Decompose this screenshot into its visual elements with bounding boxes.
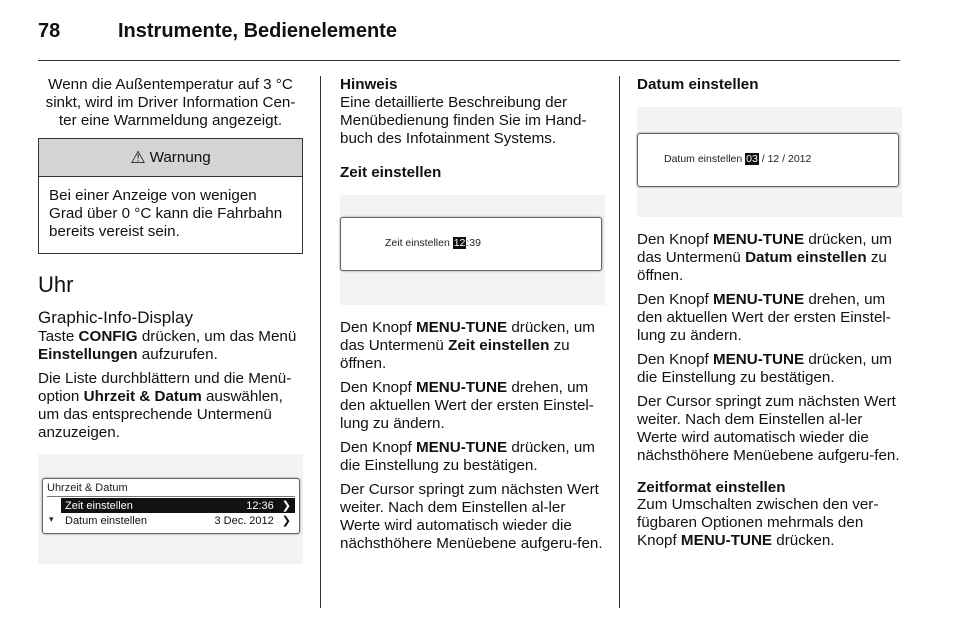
warning-triangle-icon: ⚠ [130,147,146,167]
warning-box [38,138,303,254]
column-3 [637,76,902,556]
column-divider-2 [619,76,620,608]
column-2 [340,76,605,559]
time-step-2: Den Knopf MENU-TUNE drehen, um den aktuellen Wert der ersten Einstel-lung zu ändern. [340,379,594,432]
scroll-down-icon: ▾ [49,514,54,524]
time-step-4: Der Cursor springt zum nächsten Wert weiter. Nach dem Einstellen al-ler Werte wird automatisch wieder die nächsthöhere Menüebene aufgeru-fen. [340,481,603,552]
menu-title-rule [47,496,295,497]
section-title: Uhr [38,272,74,297]
time-cursor: 12 [453,237,466,249]
config-paragraph: Taste CONFIG drücken, um das Menü Einstellungen aufzurufen. [38,328,297,363]
date-cursor: 03 [746,153,758,165]
date-display-screen [637,133,899,187]
warning-title: Warnung [149,149,211,166]
timeformat-heading: Zeitformat einstellen [637,479,786,496]
warning-text: Bei einer Anzeige von wenigen Grad über 0 °C kann die Fahrbahn bereits vereist sein. [49,187,283,240]
menu-row-value: 3 Dec. 2012 ❯ [214,515,291,527]
subsection-title: Graphic-Info-Display [38,308,193,327]
clock-menu-figure [38,454,303,564]
page-header [38,20,397,43]
chevron-right-icon: ❯ [281,515,291,527]
intro-paragraph: Wenn die Außentemperatur auf 3 °C sinkt, wird im Driver Information Cen-ter eine Warnmeldung angezeigt. [45,76,296,129]
note-text: Eine detaillierte Beschreibung der Menübedienung finden Sie im Hand-buch des Infotainment Systems. [340,94,587,147]
timeformat-paragraph: Zum Umschalten zwischen den ver-fügbaren Optionen mehrmals den Knopf MENU-TUNE drücken. [637,496,879,549]
page-title: Instrumente, Bedienelemente [118,20,397,42]
chevron-right-icon: ❯ [281,500,291,512]
date-display-figure [637,107,902,217]
page-number: 78 [38,20,61,42]
menu-row-label: Zeit einstellen [65,499,133,512]
warning-header [39,139,302,177]
menu-row-value: 12:36 ❯ [246,500,291,512]
time-display-screen [340,217,602,271]
date-display-text: Datum einstellen 03 / 12 / 2012 [664,153,812,165]
note-paragraph [340,76,605,148]
time-step-3: Den Knopf MENU-TUNE drücken, um die Einstellung zu bestätigen. [340,439,595,474]
date-step-1: Den Knopf MENU-TUNE drücken, um das Untermenü Datum einstellen zu öffnen. [637,231,892,284]
date-step-3: Den Knopf MENU-TUNE drücken, um die Einstellung zu bestätigen. [637,351,892,386]
menu-row-zeit-einstellen[interactable] [61,498,295,513]
menu-row-datum-einstellen[interactable] [61,513,295,528]
warning-body [39,177,302,253]
header-rule [38,60,900,61]
time-step-1: Den Knopf MENU-TUNE drücken, um das Untermenü Zeit einstellen zu öffnen. [340,319,595,372]
date-heading: Datum einstellen [637,76,759,93]
time-display-figure [340,195,605,305]
time-display-text: Zeit einstellen 12:39 [385,237,481,249]
menu-title: Uhrzeit & Datum [47,482,128,494]
date-step-2: Den Knopf MENU-TUNE drehen, um den aktuellen Wert der ersten Einstel-lung zu ändern. [637,291,891,344]
column-1 [38,76,303,564]
date-step-4: Der Cursor springt zum nächsten Wert weiter. Nach dem Einstellen al-ler Werte wird automatisch wieder die nächsthöhere Menüebene aufgeru-fen. [637,393,900,464]
clock-menu-screen [42,478,300,534]
note-title: Hinweis [340,76,398,93]
column-divider-1 [320,76,321,608]
menu-row-label: Datum einstellen [65,514,147,527]
time-heading: Zeit einstellen [340,164,442,181]
menu-option-paragraph: Die Liste durchblättern und die Menü-option Uhrzeit & Datum auswählen, um das entsprechende Untermenü anzuzeigen. [38,370,292,441]
